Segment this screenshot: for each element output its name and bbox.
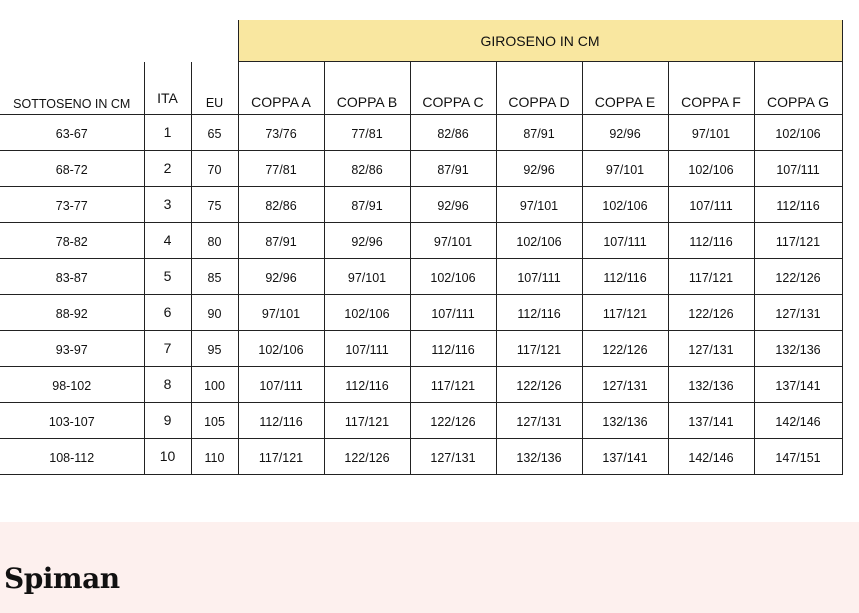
cell-cup-e: 122/126 — [582, 330, 668, 366]
table-row — [0, 114, 842, 150]
cell-cup-e: 132/136 — [582, 402, 668, 438]
cell-cup-a: 73/76 — [238, 114, 324, 150]
cell-cup-b: 97/101 — [324, 258, 410, 294]
cell-cup-e: 117/121 — [582, 294, 668, 330]
cell-eu: 80 — [191, 222, 238, 258]
cell-cup-d: 117/121 — [496, 330, 582, 366]
cell-cup-a: 107/111 — [238, 366, 324, 402]
cell-ita: 2 — [144, 150, 191, 186]
cell-cup-d: 102/106 — [496, 222, 582, 258]
header-coppa-b: COPPA B — [324, 62, 410, 115]
empty-header-cell — [0, 20, 144, 62]
cell-eu: 65 — [191, 114, 238, 150]
cell-cup-g: 132/136 — [754, 330, 842, 366]
cell-cup-f: 117/121 — [668, 258, 754, 294]
cell-cup-c: 117/121 — [410, 366, 496, 402]
cell-cup-f: 137/141 — [668, 402, 754, 438]
cell-sottoseno: 68-72 — [0, 150, 144, 186]
cell-cup-e: 97/101 — [582, 150, 668, 186]
cell-cup-b: 102/106 — [324, 294, 410, 330]
cell-eu: 95 — [191, 330, 238, 366]
cell-cup-f: 127/131 — [668, 330, 754, 366]
cell-ita: 9 — [144, 402, 191, 438]
column-header-row — [0, 62, 842, 115]
cell-cup-c: 122/126 — [410, 402, 496, 438]
cell-cup-a: 77/81 — [238, 150, 324, 186]
cell-cup-g: 107/111 — [754, 150, 842, 186]
table-row — [0, 186, 842, 222]
cell-cup-g: 117/121 — [754, 222, 842, 258]
cell-cup-a: 92/96 — [238, 258, 324, 294]
cell-sottoseno: 88-92 — [0, 294, 144, 330]
cell-cup-d: 132/136 — [496, 438, 582, 474]
cell-cup-e: 102/106 — [582, 186, 668, 222]
cell-cup-f: 102/106 — [668, 150, 754, 186]
cell-eu: 85 — [191, 258, 238, 294]
footer-band — [0, 522, 859, 613]
cell-cup-e: 92/96 — [582, 114, 668, 150]
empty-header-cell — [144, 20, 191, 62]
cell-cup-f: 142/146 — [668, 438, 754, 474]
cell-cup-b: 92/96 — [324, 222, 410, 258]
cell-eu: 90 — [191, 294, 238, 330]
cell-cup-f: 97/101 — [668, 114, 754, 150]
cell-cup-e: 137/141 — [582, 438, 668, 474]
cell-cup-g: 127/131 — [754, 294, 842, 330]
cell-cup-a: 102/106 — [238, 330, 324, 366]
cell-cup-c: 112/116 — [410, 330, 496, 366]
cell-cup-d: 112/116 — [496, 294, 582, 330]
cell-ita: 1 — [144, 114, 191, 150]
cell-ita: 7 — [144, 330, 191, 366]
header-coppa-a: COPPA A — [238, 62, 324, 115]
size-chart-table — [0, 20, 843, 475]
cell-cup-c: 87/91 — [410, 150, 496, 186]
cell-cup-a: 82/86 — [238, 186, 324, 222]
cell-ita: 3 — [144, 186, 191, 222]
cell-cup-b: 117/121 — [324, 402, 410, 438]
cell-cup-g: 102/106 — [754, 114, 842, 150]
cell-cup-d: 107/111 — [496, 258, 582, 294]
cell-cup-d: 122/126 — [496, 366, 582, 402]
cell-cup-b: 87/91 — [324, 186, 410, 222]
cell-cup-b: 122/126 — [324, 438, 410, 474]
cell-cup-a: 97/101 — [238, 294, 324, 330]
cell-sottoseno: 98-102 — [0, 366, 144, 402]
cell-cup-a: 117/121 — [238, 438, 324, 474]
cell-cup-d: 97/101 — [496, 186, 582, 222]
cell-cup-g: 142/146 — [754, 402, 842, 438]
header-coppa-c: COPPA C — [410, 62, 496, 115]
cell-cup-b: 107/111 — [324, 330, 410, 366]
cell-sottoseno: 108-112 — [0, 438, 144, 474]
cell-cup-c: 127/131 — [410, 438, 496, 474]
cell-cup-c: 82/86 — [410, 114, 496, 150]
cell-cup-e: 112/116 — [582, 258, 668, 294]
cell-cup-f: 132/136 — [668, 366, 754, 402]
cell-eu: 105 — [191, 402, 238, 438]
cell-cup-g: 147/151 — [754, 438, 842, 474]
cell-sottoseno: 63-67 — [0, 114, 144, 150]
cell-eu: 110 — [191, 438, 238, 474]
cell-ita: 8 — [144, 366, 191, 402]
cell-cup-f: 112/116 — [668, 222, 754, 258]
cell-eu: 75 — [191, 186, 238, 222]
cell-cup-g: 137/141 — [754, 366, 842, 402]
cell-cup-g: 122/126 — [754, 258, 842, 294]
cell-cup-c: 92/96 — [410, 186, 496, 222]
cell-sottoseno: 73-77 — [0, 186, 144, 222]
cell-eu: 70 — [191, 150, 238, 186]
cell-cup-e: 127/131 — [582, 366, 668, 402]
table-row — [0, 258, 842, 294]
table-row — [0, 366, 842, 402]
cell-cup-c: 102/106 — [410, 258, 496, 294]
giroseno-group-header: GIROSENO IN CM — [238, 20, 842, 62]
table-row — [0, 222, 842, 258]
table-row — [0, 438, 842, 474]
cell-cup-f: 122/126 — [668, 294, 754, 330]
header-group-row — [0, 20, 842, 62]
cell-cup-b: 112/116 — [324, 366, 410, 402]
header-ita: ITA — [144, 62, 191, 115]
cell-cup-c: 97/101 — [410, 222, 496, 258]
header-eu: EU — [191, 62, 238, 115]
cell-cup-c: 107/111 — [410, 294, 496, 330]
cell-eu: 100 — [191, 366, 238, 402]
brand-logo: Spiman — [4, 562, 120, 595]
cell-ita: 6 — [144, 294, 191, 330]
table-row — [0, 150, 842, 186]
cell-cup-a: 112/116 — [238, 402, 324, 438]
empty-header-cell — [191, 20, 238, 62]
cell-cup-d: 127/131 — [496, 402, 582, 438]
header-coppa-f: COPPA F — [668, 62, 754, 115]
cell-cup-b: 77/81 — [324, 114, 410, 150]
cell-sottoseno: 93-97 — [0, 330, 144, 366]
header-coppa-g: COPPA G — [754, 62, 842, 115]
cell-cup-b: 82/86 — [324, 150, 410, 186]
header-coppa-d: COPPA D — [496, 62, 582, 115]
cell-cup-a: 87/91 — [238, 222, 324, 258]
header-sottoseno: SOTTOSENO IN CM — [0, 62, 144, 115]
cell-cup-d: 92/96 — [496, 150, 582, 186]
table-row — [0, 330, 842, 366]
header-coppa-e: COPPA E — [582, 62, 668, 115]
cell-cup-d: 87/91 — [496, 114, 582, 150]
cell-ita: 4 — [144, 222, 191, 258]
table-row — [0, 294, 842, 330]
cell-cup-e: 107/111 — [582, 222, 668, 258]
cell-sottoseno: 83-87 — [0, 258, 144, 294]
cell-cup-f: 107/111 — [668, 186, 754, 222]
cell-cup-g: 112/116 — [754, 186, 842, 222]
cell-ita: 5 — [144, 258, 191, 294]
cell-ita: 10 — [144, 438, 191, 474]
cell-sottoseno: 78-82 — [0, 222, 144, 258]
cell-sottoseno: 103-107 — [0, 402, 144, 438]
table-row — [0, 402, 842, 438]
